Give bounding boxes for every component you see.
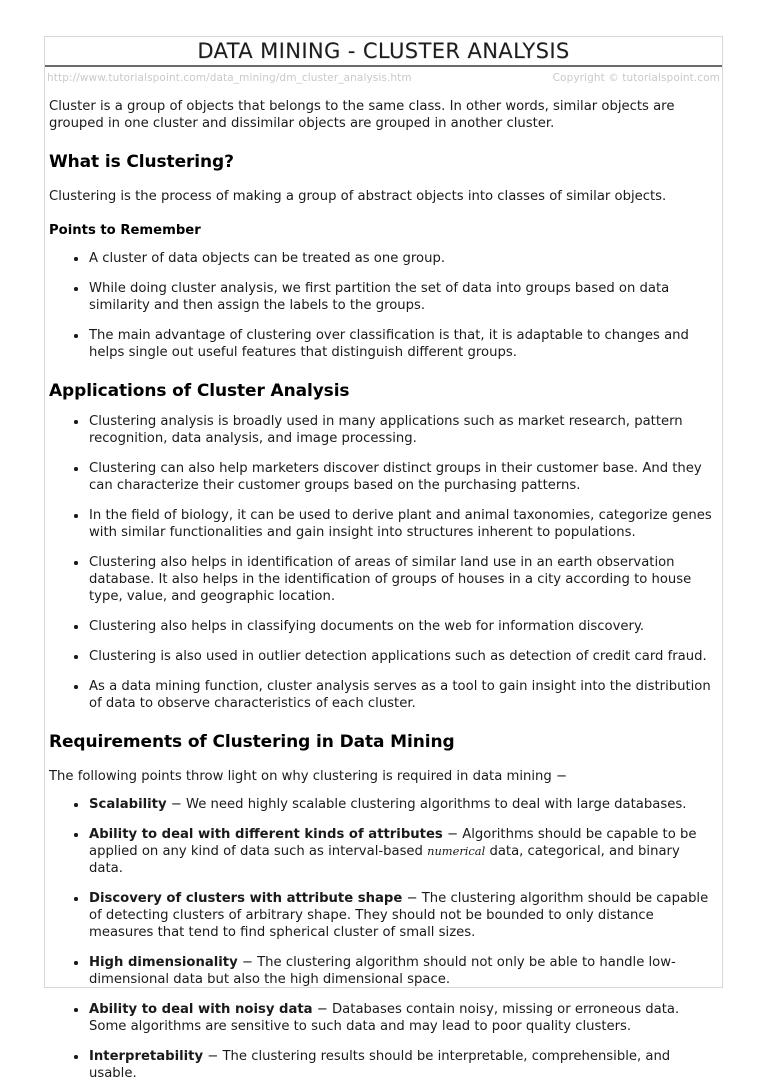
heading-applications-of-cluster-analysis: Applications of Cluster Analysis bbox=[49, 381, 350, 401]
list-item bbox=[89, 796, 714, 813]
requirement-text-tail: data, categorical, and binary data. bbox=[89, 844, 680, 876]
requirement-dash: − bbox=[237, 955, 258, 970]
requirement-term: Interpretability bbox=[89, 1049, 204, 1064]
requirement-text: Algorithms should be capable to be applied on any kind of data such as interval-based bbox=[89, 827, 697, 859]
requirement-dash: − bbox=[203, 1049, 223, 1064]
list-item bbox=[89, 1048, 714, 1082]
source-bar bbox=[45, 67, 722, 84]
requirement-text: The clustering algorithm should be capable of detecting clusters of arbitrary shape. They should not be bounded to only distance measures that tend to find spherical cluster of small sizes. bbox=[89, 891, 709, 940]
page-title: DATA MINING - CLUSTER ANALYSIS bbox=[197, 39, 570, 63]
document-page bbox=[44, 36, 723, 1081]
heading-what-is-clustering: What is Clustering? bbox=[49, 152, 234, 172]
requirements-lead-paragraph: The following points throw light on why clustering is required in data mining − bbox=[49, 769, 567, 784]
list-item: In the field of biology, it can be used to derive plant and animal taxonomies, categorize genes with similar functionalities and gain insight into structures inherent to populations. bbox=[89, 507, 714, 541]
list-item: Clustering can also help marketers discover distinct groups in their customer base. And they can characterize their customer groups based on the purchasing patterns. bbox=[89, 460, 714, 494]
list-item bbox=[89, 1001, 714, 1035]
intro-paragraph: Cluster is a group of objects that belongs to the same class. In other words, similar objects are grouped in one cluster and dissimilar objects are grouped in another cluster. bbox=[49, 99, 675, 131]
source-url: http://www.tutorialspoint.com/data_mining/dm_cluster_analysis.htm bbox=[47, 72, 412, 84]
requirement-term: Ability to deal with different kinds of attributes bbox=[89, 827, 443, 842]
requirement-term: Discovery of clusters with attribute shape bbox=[89, 891, 403, 906]
list-item: Clustering also helps in identification of areas of similar land use in an earth observation database. It also helps in the identification of groups of houses in a city according to house type, value, and geographic location. bbox=[89, 554, 714, 605]
document-masthead bbox=[45, 37, 722, 67]
list-item: Clustering analysis is broadly used in many applications such as market research, pattern recognition, data analysis, and image processing. bbox=[89, 413, 714, 447]
requirement-dash: − bbox=[442, 827, 463, 842]
requirement-text: The clustering results should be interpretable, comprehensible, and usable. bbox=[89, 1049, 671, 1081]
requirements-list bbox=[49, 796, 714, 1082]
requirement-dash: − bbox=[166, 797, 186, 812]
requirement-term: Scalability bbox=[89, 797, 167, 812]
requirement-emphasis: numerical bbox=[427, 844, 486, 858]
requirement-text: We need highly scalable clustering algorithms to deal with large databases. bbox=[185, 797, 687, 812]
list-item: A cluster of data objects can be treated as one group. bbox=[89, 250, 714, 267]
list-item: While doing cluster analysis, we first partition the set of data into groups based on data similarity and then assign the labels to the groups. bbox=[89, 280, 714, 314]
list-item bbox=[89, 954, 714, 988]
list-item bbox=[89, 890, 714, 941]
list-item: The main advantage of clustering over classification is that, it is adaptable to changes and helps single out useful features that distinguish different groups. bbox=[89, 327, 714, 361]
applications-list bbox=[49, 413, 714, 712]
list-item: Clustering is also used in outlier detection applications such as detection of credit card fraud. bbox=[89, 648, 714, 665]
list-item: As a data mining function, cluster analysis serves as a tool to gain insight into the distribution of data to observe characteristics of each cluster. bbox=[89, 678, 714, 712]
list-item bbox=[89, 826, 714, 877]
list-item: Clustering also helps in classifying documents on the web for information discovery. bbox=[89, 618, 714, 635]
requirement-text: Databases contain noisy, missing or erroneous data. Some algorithms are sensitive to such data and may lead to poor quality clusters. bbox=[89, 1002, 680, 1034]
document-content bbox=[45, 84, 722, 1082]
requirement-text: The clustering algorithm should not only be able to handle low-dimensional data but also the high dimensional space. bbox=[89, 955, 676, 987]
heading-requirements-of-clustering: Requirements of Clustering in Data Mining bbox=[49, 732, 455, 752]
requirement-dash: − bbox=[402, 891, 422, 906]
heading-points-to-remember: Points to Remember bbox=[49, 223, 201, 238]
requirement-term: High dimensionality bbox=[89, 955, 238, 970]
requirement-term: Ability to deal with noisy data bbox=[89, 1002, 313, 1017]
copyright-notice: Copyright © tutorialspoint.com bbox=[552, 72, 720, 84]
points-to-remember-list bbox=[49, 250, 714, 361]
what-is-clustering-paragraph: Clustering is the process of making a group of abstract objects into classes of similar objects. bbox=[49, 189, 667, 204]
requirement-dash: − bbox=[312, 1002, 333, 1017]
